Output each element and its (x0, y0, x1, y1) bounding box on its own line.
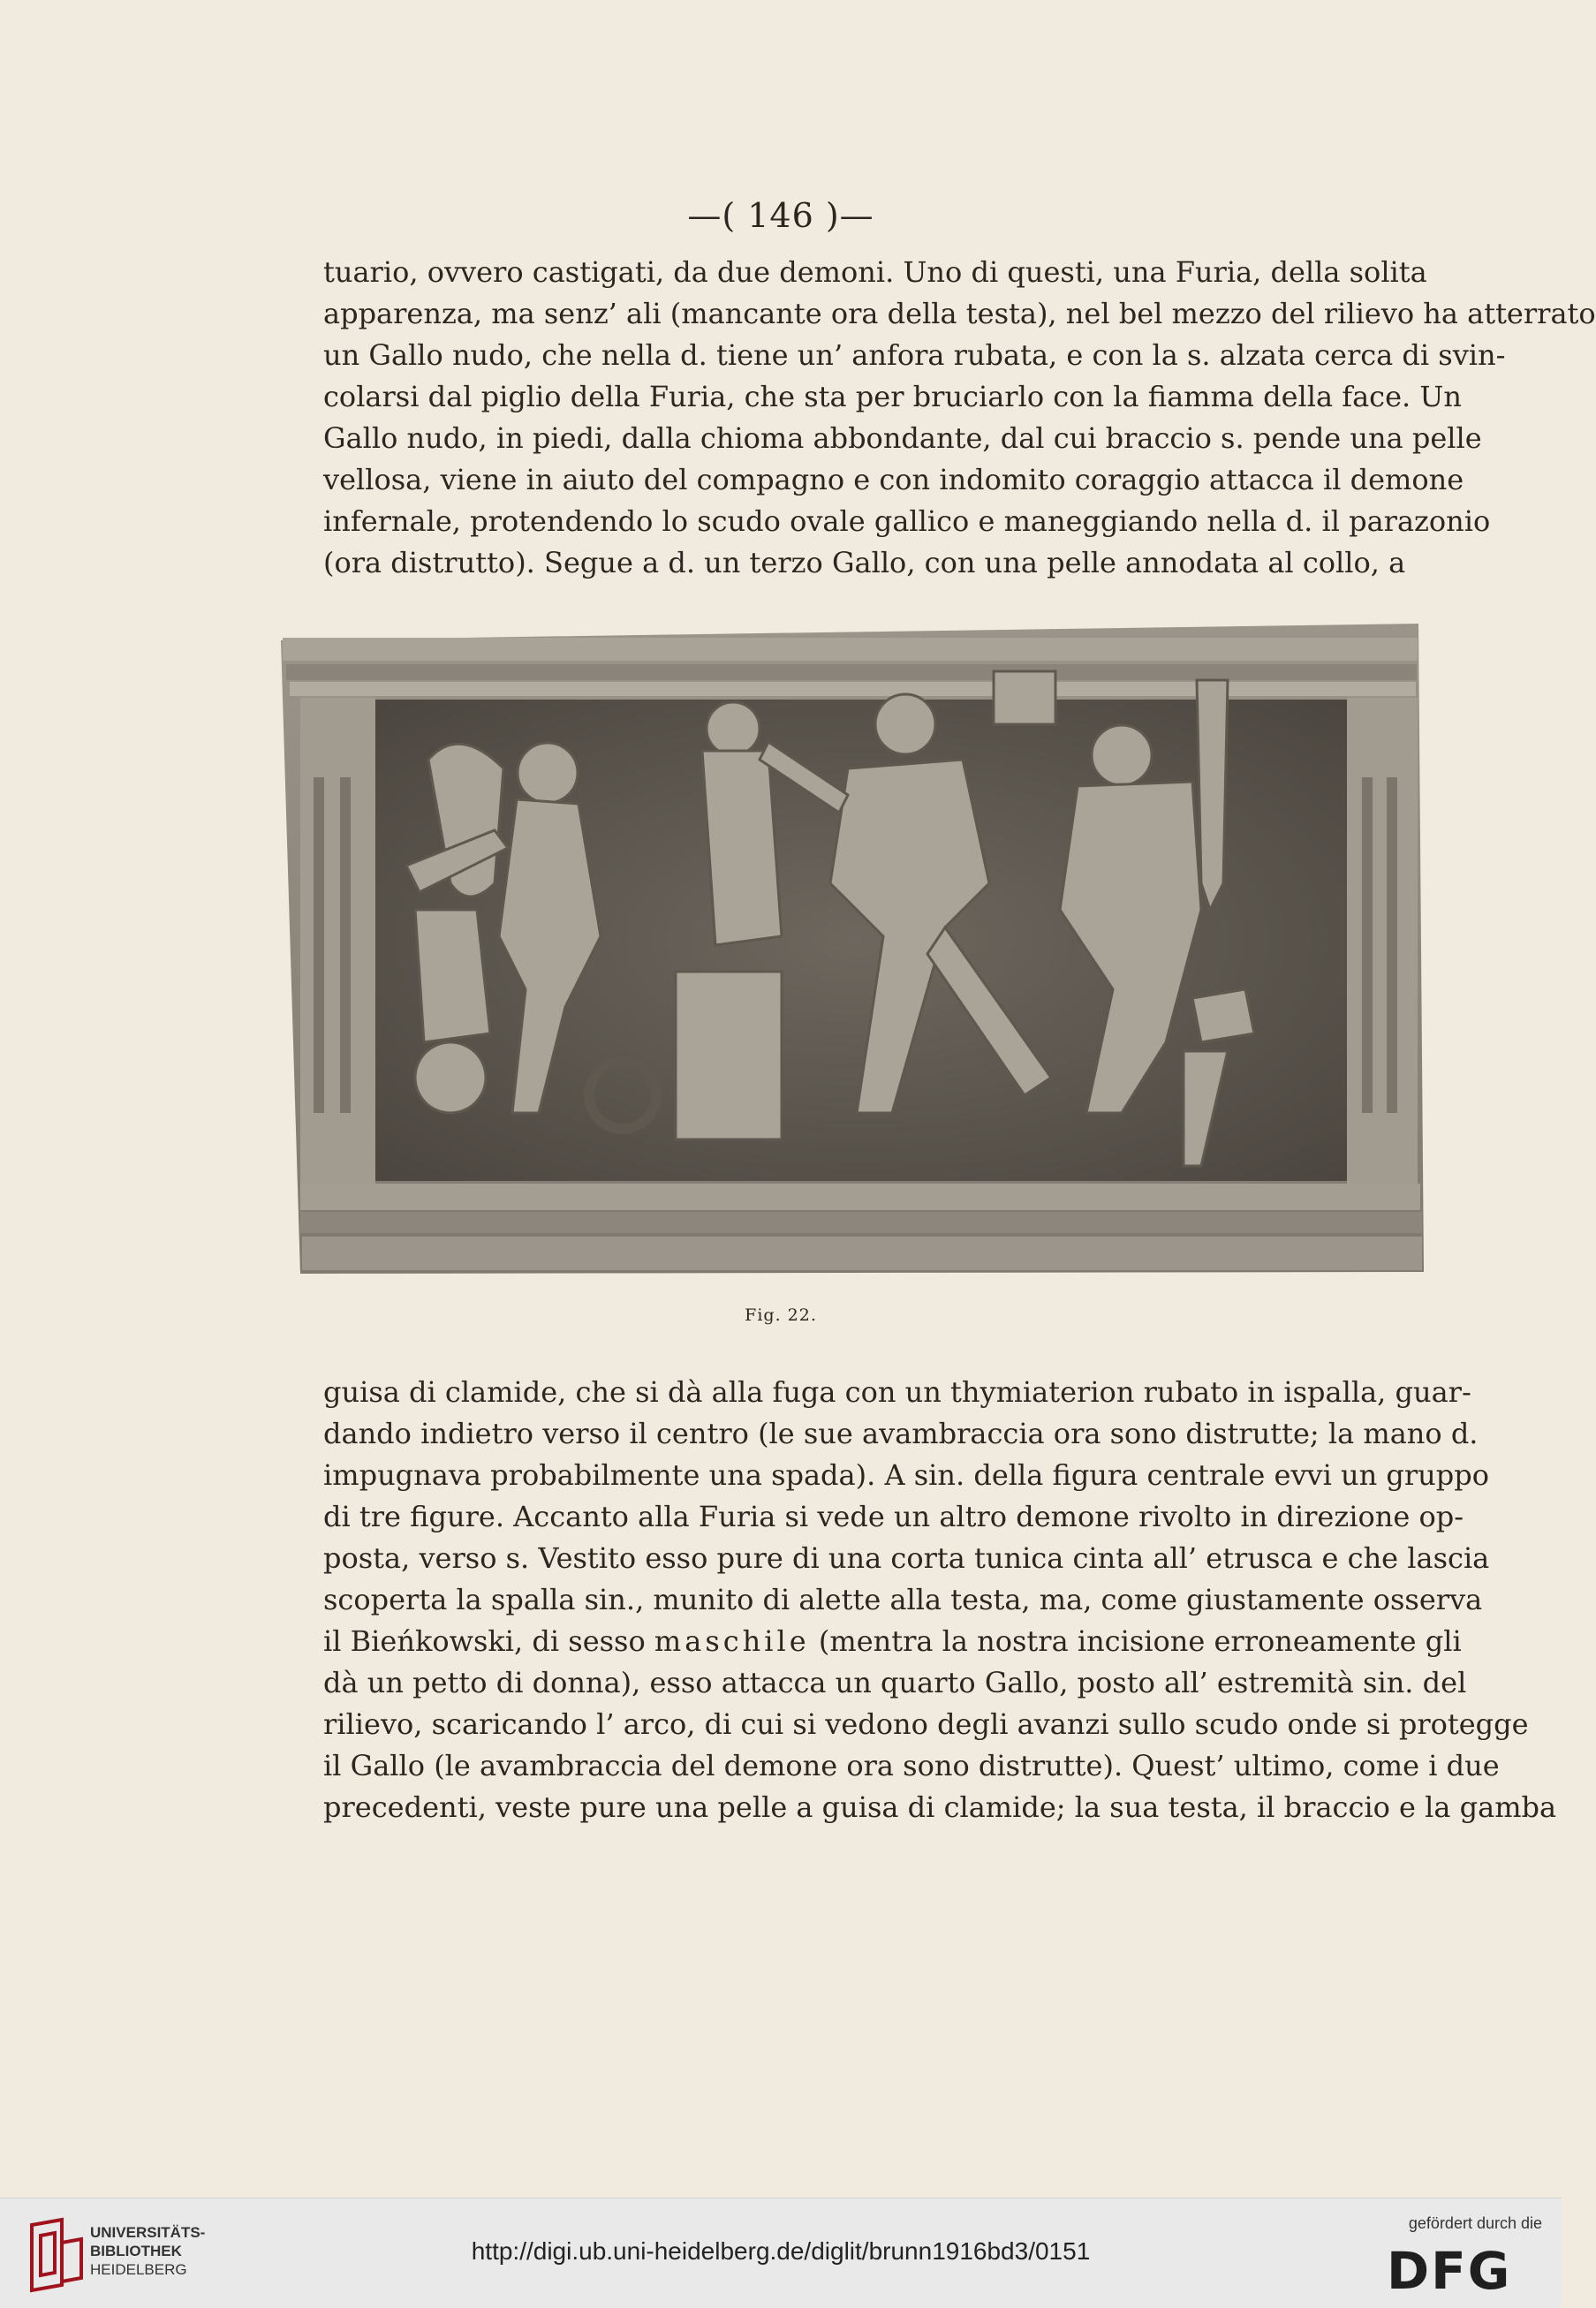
text-line: colarsi dal piglio della Furia, che sta per bruciarlo con la fiamma della face. Un (323, 380, 1462, 413)
text-line: tuario, ovvero castigati, da due demoni. Uno di questi, una Furia, della solita (323, 255, 1427, 289)
spaced-emphasis: maschile (654, 1624, 810, 1658)
paragraph-top (323, 252, 1596, 584)
text-line: un Gallo nudo, che nella d. tiene un’ anfora rubata, e con la s. alzata cerca di svin- (323, 338, 1506, 372)
paragraph-bottom (323, 1372, 1557, 1828)
text-line: rilievo, scaricando l’ arco, di cui si vedono degli avanzi sullo scudo onde si protegge (323, 1707, 1529, 1741)
dfg-logo-icon (1387, 2241, 1540, 2301)
text-line: infernale, protendendo lo scudo ovale gallico e maneggiando nella d. il parazonio (323, 504, 1491, 538)
text-line: impugnava probabilmente una spada). A sin. della figura centrale evvi un gruppo (323, 1458, 1490, 1492)
text-line: posta, verso s. Vestito esso pure di una corta tunica cinta all’ etrusca e che lascia (323, 1541, 1490, 1575)
text-fragment: il Bieńkowski, di sesso (323, 1624, 646, 1658)
svg-text:DFG: DFG (1387, 2241, 1512, 2301)
text-line: guisa di clamide, che si dà alla fuga con un thymiaterion rubato in ispalla, guar- (323, 1375, 1471, 1409)
footer-bar (0, 2198, 1562, 2308)
text-fragment: (mentra la nostra incisione erroneamente gli (818, 1624, 1462, 1658)
relief-photograph (274, 618, 1426, 1276)
text-line: (ora distrutto). Segue a d. un terzo Gallo, con una pelle annodata al collo, a (323, 546, 1406, 579)
text-line: scoperta la spalla sin., munito di alette alla testa, ma, come giustamente osserva (323, 1583, 1483, 1616)
page-number: —( 146 )— (687, 196, 874, 235)
library-name-line: UNIVERSITÄTS- (90, 2224, 206, 2241)
text-line: vellosa, viene in aiuto del compagno e con indomito coraggio attacca il demone (323, 463, 1464, 496)
text-line-with-spaced-word (323, 1621, 1462, 1662)
document-url-link[interactable]: http://digi.ub.uni-heidelberg.de/diglit/brunn1916bd3/0151 (471, 2237, 1091, 2265)
text-line: dando indietro verso il centro (le sue avambraccia ora sono distrutte; la mano d. (323, 1417, 1479, 1450)
library-name-line: HEIDELBERG (90, 2261, 187, 2278)
text-line: precedenti, veste pure una pelle a guisa di clamide; la sua testa, il braccio e la gamba (323, 1790, 1557, 1824)
funded-by-label: gefördert durch die (1408, 2214, 1542, 2232)
text-line: il Gallo (le avambraccia del demone ora sono distrutte). Quest’ ultimo, come i due (323, 1749, 1500, 1782)
text-line: apparenza, ma senz’ ali (mancante ora della testa), nel bel mezzo del rilievo ha atterrato (323, 297, 1596, 330)
text-line: di tre figure. Accanto alla Furia si vede un altro demone rivolto in direzione op- (323, 1500, 1464, 1533)
library-name-line: BIBLIOTHEK (90, 2243, 182, 2259)
figure-caption: Fig. 22. (745, 1305, 817, 1325)
text-line: Gallo nudo, in piedi, dalla chioma abbondante, dal cui braccio s. pende una pelle (323, 421, 1482, 455)
text-line: dà un petto di donna), esso attacca un quarto Gallo, posto all’ estremità sin. del (323, 1666, 1467, 1699)
